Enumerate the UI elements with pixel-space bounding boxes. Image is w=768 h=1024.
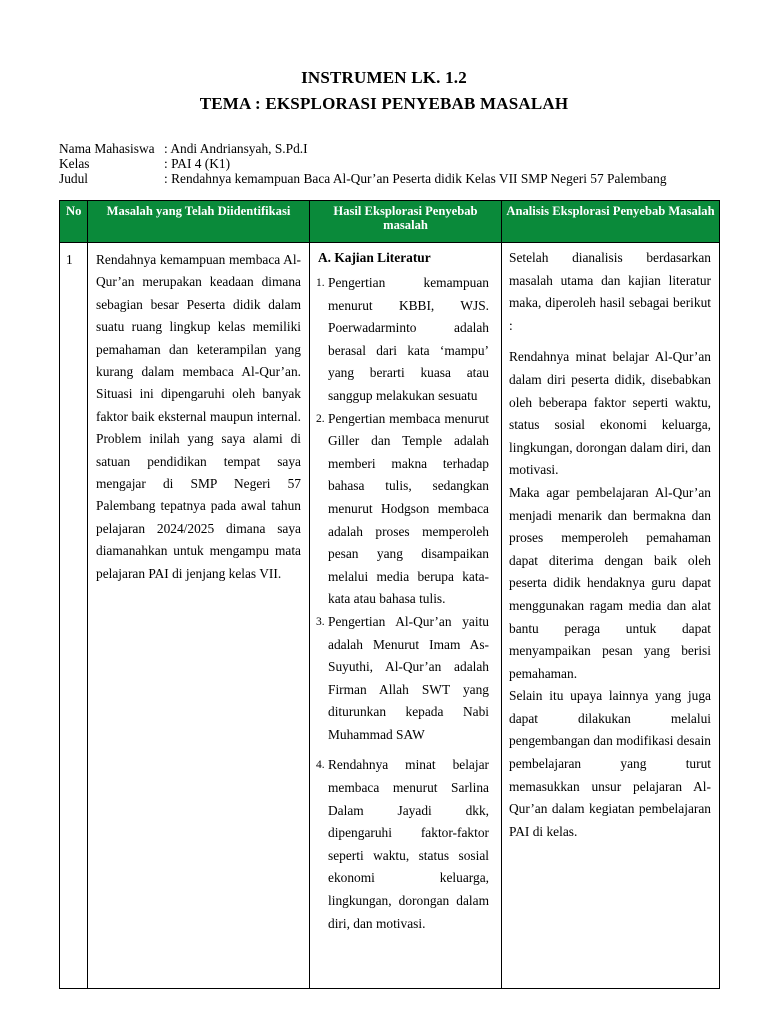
- header-masalah: Masalah yang Telah Diidentifikasi: [88, 201, 310, 243]
- document-title: INSTRUMEN LK. 1.2: [301, 68, 467, 87]
- list-item-number: 1.: [316, 277, 325, 289]
- kajian-literatur-heading: A. Kajian Literatur: [318, 250, 431, 265]
- hasil-cell: [310, 243, 502, 989]
- header-analisis: Analisis Eksplorasi Penyebab Masalah: [502, 201, 720, 243]
- analisis-paragraph-3: Maka agar pembelajaran Al-Qur’an menjadi menarik dan bermakna dan proses memperoleh pemahaman dapat diterima dengan baik oleh peserta didik hendaknya guru dapat menggunakan ragam media dan alat bantu peraga untuk dapat menyampaikan pesan yang berisi pemahaman.: [509, 484, 711, 681]
- exploration-table: [59, 200, 720, 989]
- analisis-paragraph-4: Selain itu upaya lainnya yang juga dapat dilakukan melalui pengembangan dan modifikasi desain pembelajaran yang turut memasukkan unsur pelajaran Al-Qur’an dalam kegiatan pembelajaran PAI di kelas.: [509, 688, 711, 839]
- list-item: [310, 272, 501, 408]
- list-item: [310, 754, 501, 935]
- student-name-value: : Andi Andriansyah, S.Pd.I: [164, 141, 308, 156]
- header-hasil: Hasil Eksplorasi Penyebab masalah: [310, 201, 502, 243]
- topic-label: Judul: [59, 171, 89, 187]
- table-header-row: [60, 201, 720, 243]
- table-row: [60, 243, 720, 989]
- list-item: [310, 408, 501, 611]
- list-item-number: 2.: [316, 412, 325, 425]
- document-theme: TEMA : EKSPLORASI PENYEBAB MASALAH: [199, 94, 569, 113]
- masalah-cell: [88, 243, 310, 989]
- list-item-text: Pengertian Al-Qur’an yaitu adalah Menurut Imam As-Suyuthi, Al-Qur’an adalah Firman Allah SWT yang diturunkan kepada Nabi Muhammad SAW: [328, 613, 489, 742]
- header-no: No: [60, 201, 88, 243]
- analisis-cell: [502, 243, 720, 989]
- student-name-label: Nama Mahasiswa: [59, 141, 155, 156]
- list-item-number: 4.: [316, 759, 325, 772]
- class-value: : PAI 4 (K1): [164, 156, 231, 172]
- analisis-paragraph-1: Setelah dianalisis berdasarkan masalah utama dan kajian literatur maka, diperoleh hasil sebagai berikut :: [509, 250, 711, 333]
- masalah-text: Rendahnya kemampuan membaca Al-Qur’an merupakan keadaan dimana sebagian besar Peserta didik dalam suatu ruang lingkup kelas memiliki pemahaman dan keterampilan yang kurang dalam membaca Al-Qur’an. Situasi ini dipengaruhi oleh banyak faktor baik eksternal maupun internal. Problem inilah yang saya alami di satuan pendidikan tempat saya mengajar di SMP Negeri 57 Palembang tepatnya pada awal tahun pelajaran 2024/2025 dimana saya diamanahkan untuk mengampu mata pelajaran PAI di jenjang kelas VII.: [96, 252, 301, 581]
- list-item-text: Rendahnya minat belajar membaca menurut Sarlina Dalam Jayadi dkk, dipengaruhi faktor-faktor seperti waktu, status sosial ekonomi keluarga, lingkungan, dorongan dalam diri, dan motivasi.: [328, 757, 489, 931]
- list-item-number: 3.: [316, 615, 325, 628]
- list-item: [310, 611, 501, 747]
- row-number: 1: [60, 243, 88, 989]
- literature-list: [310, 272, 501, 935]
- topic-value: : Rendahnya kemampuan Baca Al-Qur’an Peserta didik Kelas VII SMP Negeri 57 Palembang: [164, 171, 667, 187]
- list-item-text: Pengertian membaca menurut Giller dan Temple adalah memberi makna terhadap bahasa tulis, sedangkan menurut Hodgson membaca adalah proses memperoleh pesan yang disampaikan melalui media berupa kata-kata atau bahasa tulis.: [328, 410, 489, 607]
- analisis-paragraph-2: Rendahnya minat belajar Al-Qur’an dalam diri peserta didik, disebabkan oleh beberapa faktor seperti waktu, status sosial ekonomi keluarga, lingkungan, dorongan dalam diri, dan motivasi.: [509, 349, 711, 478]
- list-item-text: Pengertian kemampuan menurut KBBI, WJS. Poerwadarminto adalah berasal dari kata ‘mampu’ yang berarti kuasa atau sanggup melakukan sesuatu: [328, 275, 489, 403]
- class-label: Kelas: [59, 156, 90, 172]
